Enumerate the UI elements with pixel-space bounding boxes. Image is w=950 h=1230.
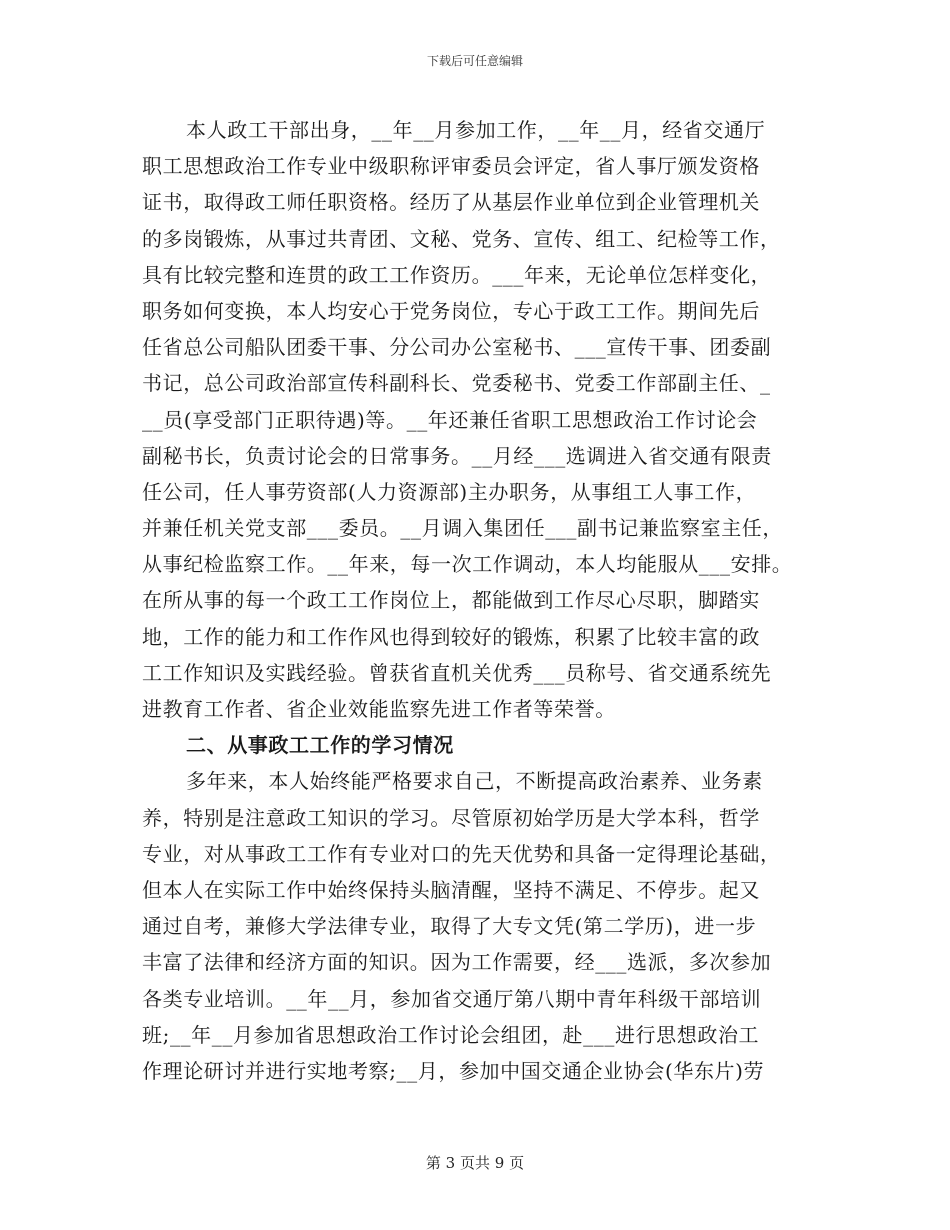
paragraph-line: 副秘书长，负责讨论会的日常事务。__月经___选调进入省交通有限责 [142, 443, 772, 468]
section-heading: 二、从事政工工作的学习情况 [186, 733, 454, 758]
paragraph-line: 班;__年__月参加省思想政治工作讨论会组团，赴___进行思想政治工 [142, 1022, 760, 1047]
paragraph-line: 并兼任机关党支部___委员。__月调入集团任___副书记兼监察室主任， [142, 516, 783, 541]
paragraph-line: 作理论研讨并进行实地考察;__月，参加中国交通企业协会(华东片)劳 [142, 1058, 765, 1083]
page-number: 第 3 页共 9 页 [425, 1154, 525, 1172]
paragraph-line: 但本人在实际工作中始终保持头脑清醒，坚持不满足、不停步。起又 [142, 877, 760, 902]
paragraph-line: 任省总公司船队团委干事、分公司办公室秘书、___宣传干事、团委副 [142, 335, 772, 360]
paragraph-line: 丰富了法律和经济方面的知识。因为工作需要，经___选派，多次参加 [142, 950, 772, 975]
document-body [142, 112, 822, 1089]
paragraph-line: 具有比较完整和连贯的政工工作资历。___年来，无论单位怎样变化， [142, 262, 772, 287]
paragraph-line: 工工作知识及实践经验。曾获省直机关优秀___员称号、省交通系统先 [142, 660, 772, 685]
paragraph-line: 本人政工干部出身，__年__月参加工作，__年__月，经省交通厅 [186, 118, 766, 142]
paragraph-line: 专业，对从事政工工作有专业对口的先天优势和具备一定得理论基础， [142, 841, 781, 866]
paragraph-line: 各类专业培训。__年__月，参加省交通厅第八期中青年科级干部培训 [142, 986, 762, 1011]
paragraph-line: 的多岗锻炼，从事过共青团、文秘、党务、宣传、组工、纪检等工作， [142, 226, 781, 251]
paragraph-line: 多年来，本人始终能严格要求自己，不断提高政治素养、业务素 [186, 769, 763, 794]
paragraph-line: 证书，取得政工师任职资格。经历了从基层作业单位到企业管理机关 [142, 190, 760, 215]
paragraph-line: 从事纪检监察工作。__年来，每一次工作调动，本人均能服从___安排。 [142, 552, 793, 577]
paragraph-line: __员(享受部门正职待遇)等。__年还兼任省职工思想政治工作讨论会 [142, 407, 758, 432]
paragraph-line: 任公司，任人事劳资部(人力资源部)主办职务，从事组工人事工作， [142, 479, 757, 504]
paragraph-line: 职工思想政治工作专业中级职称评审委员会评定，省人事厅颁发资格 [142, 154, 760, 179]
paragraph-line: 通过自考，兼修大学法律专业，取得了大专文凭(第二学历)，进一步 [142, 914, 757, 939]
page-header: 下载后可任意编辑 [426, 54, 523, 68]
paragraph-line: 养，特别是注意政工知识的学习。尽管原初始学历是大学本科，哲学 [142, 805, 760, 830]
paragraph-line: 书记，总公司政治部宣传科副科长、党委秘书、党委工作部副主任、_ [142, 371, 771, 396]
paragraph-line: 进教育工作者、省企业效能监察先进工作者等荣誉。 [142, 697, 616, 721]
paragraph-line: 地，工作的能力和工作作风也得到较好的锻炼，积累了比较丰富的政 [142, 624, 760, 649]
paragraph-line: 职务如何变换，本人均安心于党务岗位，专心于政工工作。期间先后 [142, 298, 760, 323]
paragraph-line: 在所从事的每一个政工工作岗位上，都能做到工作尽心尽职，脚踏实 [142, 588, 760, 613]
